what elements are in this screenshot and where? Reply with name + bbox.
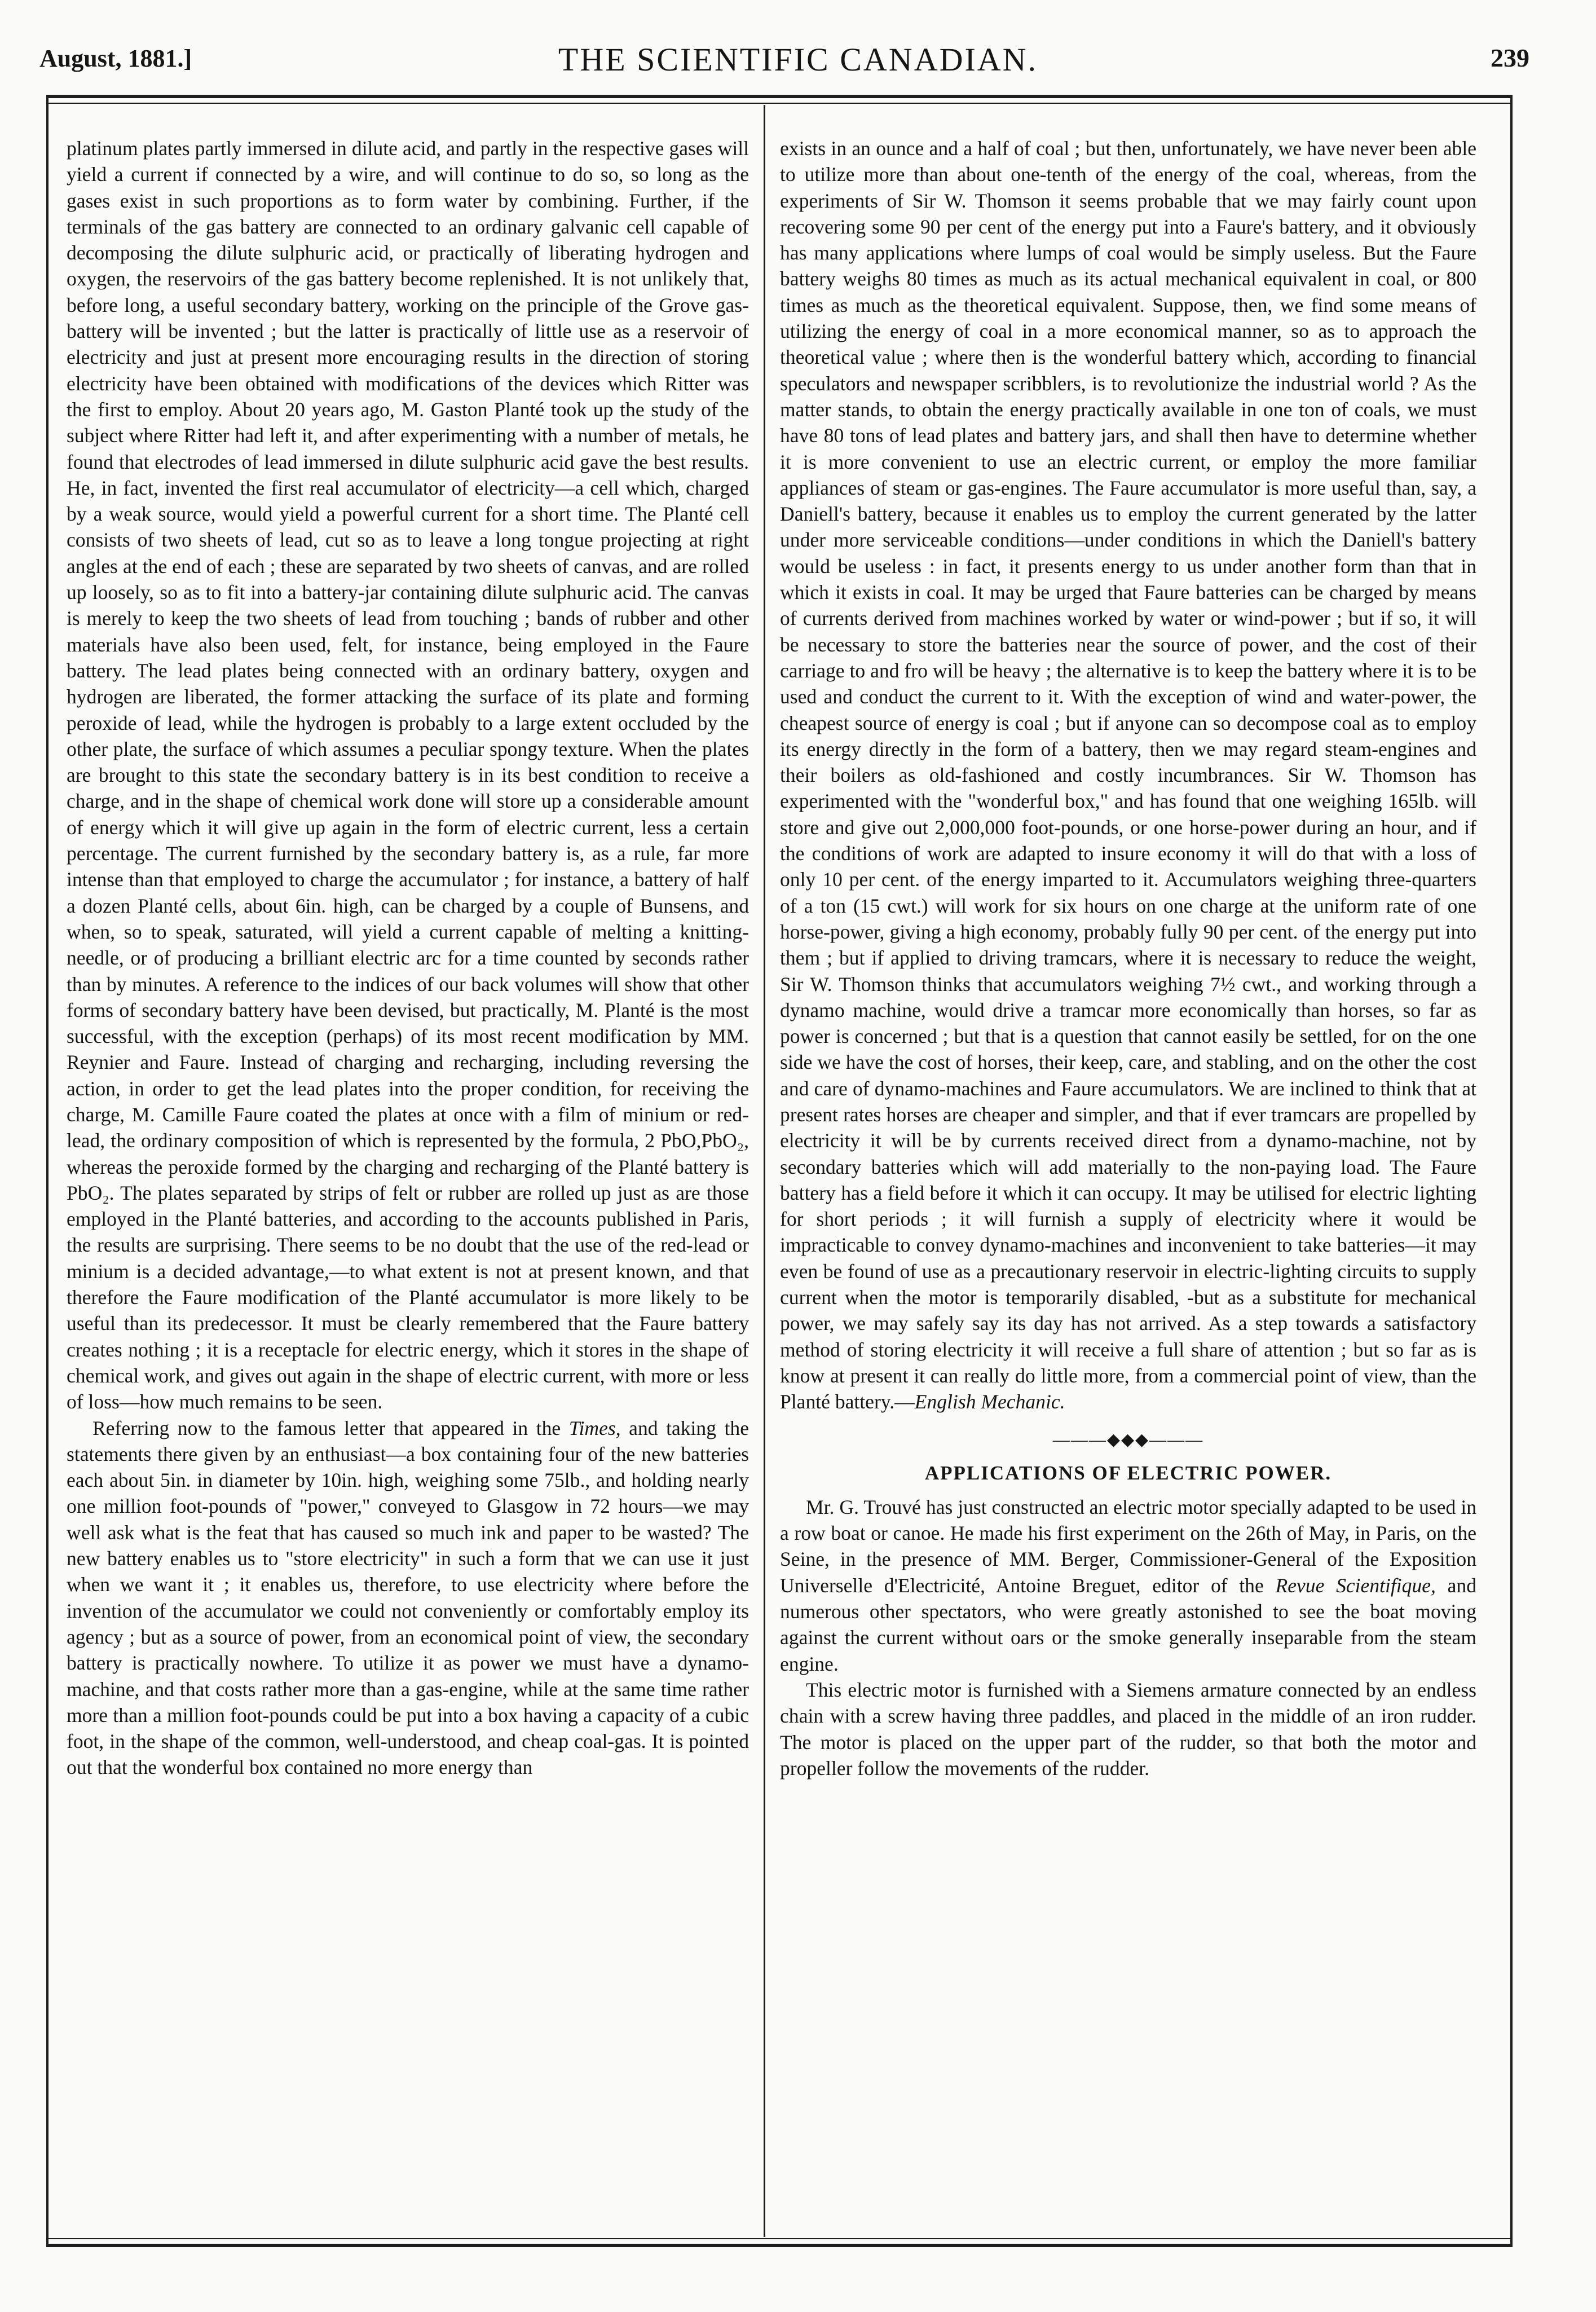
- bottom-rule-thin: [46, 2238, 1513, 2239]
- right-border-rule: [1510, 95, 1513, 2247]
- page-number: 239: [1491, 43, 1529, 72]
- right-column: [780, 135, 1476, 2228]
- right-paragraph-1-text: exists in an ounce and a half of coal ; but then, unfortunately, we have never been able to utilize more than about one-tenth of the energy of the coal, whereas, from the experiments of Sir W. Thomson it seems probable that we may fairly count upon recovering some 90 per cent of the energy put into a Faure's battery, and it obviously has many applications where lumps of coal would be simply useless. But the Faure battery weighs 80 times as much as its actual mechanical equivalent in coal, or 800 times as much as the theoretical equivalent. Suppose, then, we find some means of utilizing the energy of coal in a more economical manner, so as to approach the theoretical value ; where then is the wonderful battery which, according to financial speculators and newspaper scribblers, is to revolutionize the industrial world ? As the matter stands, to obtain the energy practically available in one ton of coals, we must have 80 tons of lead plates and battery jars, and shall then have to determine whether it is more convenient to use an electric current, or employ the more familiar appliances of steam or gas-engines. The Faure accumulator is more useful than, say, a Daniell's battery, because it enables us to employ the current generated by the latter under more serviceable conditions—under conditions in which the Daniell's battery would be useless : in fact, it presents energy to us under another form than that in which it exists in coal. It may be urged that Faure batteries can be charged by means of currents derived from machines worked by water or wind-power ; but if so, it will be necessary to store the batteries near the source of power, and the cost of their carriage to and fro will be heavy ; the alternative is to keep the battery where it is to be used and conduct the current to it. With the exception of wind and water-power, the cheapest source of energy is coal ; but if anyone can so decompose coal as to employ its energy directly in the form of a battery, then we may regard steam-engines and their boilers as old-fashioned and costly incumbrances. Sir W. Thomson has experimented with the "wonderful box," and has found that one weighing 165lb. will store and give out 2,000,000 foot-pounds, or one horse-power during an hour, and if the conditions of work are adapted to insure economy it will do that with a loss of only 10 per cent. of the energy imparted to it. Accumulators weighing three-quarters of a ton (15 cwt.) will work for six hours on one charge at the uniform rate of one horse-power, giving a high economy, probably fully 90 per cent. of the energy put into them ; but if applied to driving tramcars, where it is necessary to reduce the weight, Sir W. Thomson thinks that accumulators weighing 7½ cwt., and working through a dynamo machine, would drive a tramcar more economically than horses, so far as power is concerned ; but that is a question that cannot easily be settled, for on the one side we have the cost of horses, their keep, care, and stabling, and on the other the cost and care of dynamo-machines and Faure accumulators. We are inclined to think that at present rates horses are cheaper and simpler, and that if ever tramcars are propelled by electricity it will be by currents received direct from a dynamo-machine, not by secondary batteries which will add materially to the non-paying load. The Faure battery has a field before it which it can occupy. It may be utilised for electric lighting for short periods ; it will furnish a supply of electricity where it would be impracticable to convey dynamo-machines and inconvenient to take batteries—it may even be found of use as a precautionary reservoir in electric-lighting circuits to supply current when the motor is temporarily disabled, -but as a substitute for mechanical power, we may safely say its day has not arrived. As a step towards a satisfactory method of storing electricity it will receive a full share of attention ; but so far as is know at present it can really do little more, from a commercial point of view, than the Planté battery.—: [780, 137, 1476, 1413]
- left-paragraph-2-start: Referring now to the famous letter that appeared in the: [92, 1416, 569, 1439]
- left-paragraph-2-rest: and taking the statements there given by an enthusiast—a box containing four of the new batteries each about 5in. in diameter by 10in. high, weighing some 75lb., and holding nearly one million foot-pounds of "power," conveyed to Glasgow in 72 hours—we may well ask what is the feat that has caused so much ink and paper to be wasted? The new battery enables us to "store electricity" in such a form that we can use it just when we want it ; it enables us, therefore, to use electricity where before the invention of the accumulator we could not conveniently or comfortably employ its agency ; but as a source of power, from an economical point of view, the secondary battery is practically nowhere. To utilize it as power we must have a dynamo-machine, and that costs rather more than a gas-engine, while at the same time rather more than a million foot-pounds could be put into a box having a capacity of a cubic foot, in the shape of the common, well-understood, and cheap coal-gas. It is pointed out that the wonderful box contained no more energy than: [67, 1416, 749, 1779]
- column-divider: [764, 105, 765, 2237]
- left-paragraph-1: platinum plates partly immersed in dilute acid, and partly in the respective gases will yield a current if connected by a wire, and will continue to do so, so long as the gases exist in such proportions as to form water by combining. Further, if the terminals of the gas battery are connected to an ordinary galvanic cell capable of decomposing the dilute sulphuric acid, or practically of liberating hydrogen and oxygen, the reservoirs of the gas battery become replenished. It is not unlikely that, before long, a useful secondary battery, working on the principle of the Grove gas-battery will be invented ; but the latter is practically of little use as a reservoir of electricity and just at present more encouraging results in the direction of storing electricity have been obtained with modifications of the devices which Ritter was the first to employ. About 20 years ago, M. Gaston Planté took up the study of the subject where Ritter had left it, and after experimenting with a number of metals, he found that electrodes of lead immersed in dilute sulphuric acid gave the best results. He, in fact, invented the first real accumulator of electricity—a cell which, charged by a weak source, would yield a powerful current for a short time. The Planté cell consists of two sheets of lead, cut so as to leave a long tongue projecting at right angles at the end of each ; these are separated by two sheets of canvas, and are rolled up loosely, so as to fit into a battery-jar containing dilute sulphuric acid. The canvas is merely to keep the two sheets of lead from touching ; bands of rubber and other materials have also been used, felt, for instance, being employed in the Faure battery. The lead plates being connected with an ordinary battery, oxygen and hydrogen are liberated, the former attacking the surface of its plate and forming peroxide of lead, while the hydrogen is probably to a large extent occluded by the other plate, the surface of which assumes a peculiar spongy texture. When the plates are brought to this state the secondary battery is in its best condition to receive a charge, and in the shape of chemical work done will store up a considerable amount of energy which it will give up again in the form of electric current, less a certain percentage. The current furnished by the secondary battery is, as a rule, far more intense than that employed to charge the accumulator ; for instance, a battery of half a dozen Planté cells, about 6in. high, can be charged by a couple of Bunsens, and when, so to speak, saturated, will yield a current capable of melting a knitting-needle, or of producing a brilliant electric arc for a time counted by seconds rather than by minutes. A reference to the indices of our back volumes will show that other forms of secondary battery have been devised, but practically, M. Planté is the most successful, with the exception (perhaps) of its most recent modification by MM. Reynier and Faure. Instead of charging and recharging, including reversing the action, in order to get the lead plates into the proper condition, for receiving the charge, M. Camille Faure coated the plates at once with a film of minium or red-lead, the ordinary composition of which is represented by the formula, 2 PbO,PbO₂, whereas the peroxide formed by the charging and recharging of the Planté battery is PbO₂. The plates separated by strips of felt or rubber are rolled up just as are those employed in the Planté batteries, and according to the accounts published in Paris, the results are surprising. There seems to be no doubt that the use of the red-lead or minium is a decided advantage,—to what extent is not at present known, and that therefore the Faure modification of the Planté accumulator is more likely to be useful than its predecessor. It must be clearly remembered that the Faure battery creates nothing ; it is a receptacle for electric energy, which it stores in the shape of chemical work, and gives out again in the shape of electric current, with more or less of loss—how much remains to be seen.: [67, 137, 749, 1413]
- left-paragraph-2: [67, 1415, 749, 1781]
- issue-date: August, 1881.]: [39, 45, 192, 72]
- top-rule-thin: [46, 103, 1513, 104]
- section-ornament: ———◆◆◆———: [1052, 1430, 1204, 1449]
- top-rule-thick: [46, 95, 1513, 98]
- left-border-rule: [46, 95, 49, 2247]
- revue-reference: Revue Scientifique,: [1275, 1574, 1436, 1597]
- right-paragraph-2-rest: and numerous other spectators, who were greatly astonished to see the boat moving against the current without oars or the smoke generally inseparable from the steam engine.: [780, 1574, 1476, 1675]
- right-paragraph-3: This electric motor is furnished with a Siemens armature connected by an endless chain with a screw having three paddles, and placed in the middle of an iron rudder. The motor is placed on the upper part of the rudder, so that both the motor and propeller follow the movements of the rudder.: [780, 1678, 1476, 1780]
- bottom-rule-thick: [46, 2244, 1513, 2247]
- right-paragraph-2: [780, 1494, 1476, 1677]
- right-paragraph-2-start: Mr. G. Trouvé has just constructed an electric motor specially adapted to be used in a row boat or canoe. He made his first experiment on the 26th of May, in Paris, on the Seine, in the presence of MM. Berger, Commissioner-General of the Exposition Universelle d'Electricité, Antoine Breguet, editor of the: [780, 1495, 1476, 1597]
- masthead-title: THE SCIENTIFIC CANADIAN.: [558, 41, 1038, 78]
- left-column: [67, 135, 749, 2228]
- section-heading: APPLICATIONS OF ELECTRIC POWER.: [924, 1461, 1332, 1484]
- times-reference: Times,: [568, 1416, 621, 1439]
- source-citation: English Mechanic.: [914, 1390, 1065, 1413]
- right-paragraph-1: [780, 135, 1476, 1415]
